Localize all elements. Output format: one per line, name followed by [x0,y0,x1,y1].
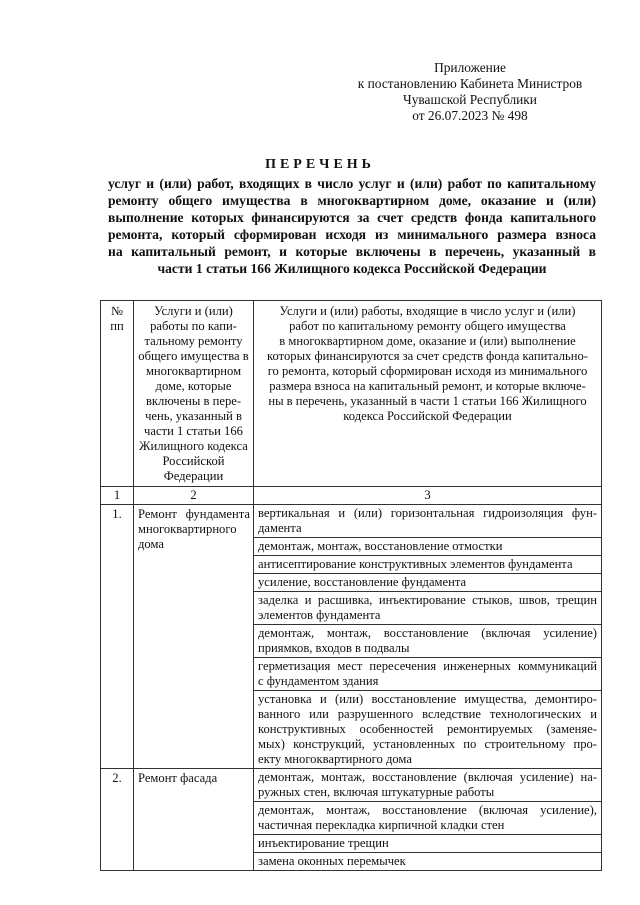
work-item [254,691,602,769]
work-item [254,658,602,691]
service-name [134,505,254,769]
text-line: демонтаж, монтаж, восстановление (включая усиление) на- [258,770,597,784]
text-line: конструктивных особенностей ремонтируемых (заменяе- [258,722,597,736]
document-title: ПЕРЕЧЕНЬ [265,157,375,172]
table-row [101,505,602,538]
work-item [254,625,602,658]
text-line: дома [138,537,164,551]
table-body [101,505,602,871]
text-line: многоквартирного [138,522,237,536]
work-item [254,538,602,556]
row-number: 1. [101,505,134,769]
text-line: замена оконных перемычек [258,854,406,868]
text-line: демонтаж, монтаж, восстановление отмостки [258,539,503,553]
text-line: антисептирование конструктивных элементов фундамента [258,557,573,571]
text-line: с фундаментом здания [258,674,379,688]
text-line: включены в пере- [145,394,242,408]
work-item [254,556,602,574]
header-works [254,301,602,487]
header-line: № [110,304,124,318]
text-line: многоквартирном [145,364,242,378]
column-number-row [101,487,602,505]
subtitle-line: выполнение которых финансируются за счет средств фонда капитального [108,210,596,225]
subtitle-line: ремонта, который сформирован исходя из минимального размера взноса [108,227,596,242]
column-number: 3 [254,487,602,505]
text-line: Ремонт фундамента [138,507,250,521]
text-line: которых финансируются за счет средств фонда капитально- [267,349,588,363]
work-item [254,802,602,835]
text-line: Ремонт фасада [138,771,218,785]
work-item [254,853,602,871]
text-line: заделка и расшивка, инъектирование стыков, швов, трещин [258,593,597,607]
text-line: работ по капитальному ремонту общего имущества [289,319,566,333]
text-line: демонтаж, монтаж, восстановление (включая усиление), [258,803,597,817]
text-line: ружных стен, включая штукатурные работы [258,785,495,799]
text-line: установка и (или) восстановление имущества, демонтиро- [258,692,597,706]
text-line: герметизация мест пересечения инженерных коммуникаций [258,659,597,673]
header-services [134,301,254,487]
text-line: инъектирование трещин [258,836,389,850]
appendix-line: к постановлению Кабинета Министров [357,76,583,91]
text-line: Российской [162,454,225,468]
text-line: частичная перекладка кирпичной кладки стен [258,818,505,832]
work-item [254,574,602,592]
text-line: Федерации [163,469,224,483]
row-number: 2. [101,769,134,871]
text-line: Услуги и (или) работы, входящие в число услуг и (или) [279,304,576,318]
work-item [254,592,602,625]
subtitle-line: части 1 статьи 166 Жилищного кодекса Российской Федерации [157,261,547,276]
text-line: чень, указанный в [145,409,242,423]
text-line: части 1 статьи 166 [144,424,243,438]
text-line: элементов фундамента [258,608,381,622]
subtitle-line: услуг и (или) работ, входящих в число услуг и (или) работ по капитальному [108,176,596,191]
column-number: 2 [134,487,254,505]
text-line: го ремонта, который сформирован исходя из минимального [267,364,588,378]
text-line: общего имущества в [138,349,249,363]
text-line: демонтаж, монтаж, восстановление (включая усиление) [258,626,597,640]
table-header-row [101,301,602,487]
text-line: тальному ремонту [144,334,243,348]
text-line: кодекса Российской Федерации [343,409,512,423]
text-line: Жилищного кодекса [139,439,248,453]
text-line: Услуги и (или) [154,304,233,318]
text-line: в многоквартирном доме, оказание и (или) выполнение [279,334,576,348]
work-item [254,505,602,538]
document-subtitle [108,175,596,277]
text-line: усиление, восстановление фундамента [258,575,467,589]
service-name [134,769,254,871]
text-line: ванного или разрушенного вследствие технологических и [258,707,597,721]
text-line: доме, которые [155,379,232,393]
table-row [101,769,602,802]
works-table [100,300,602,871]
subtitle-line: ремонту общего имущества в многоквартирном доме, оказание и (или) [108,193,596,208]
column-number: 1 [101,487,134,505]
work-item [254,769,602,802]
header-number [101,301,134,487]
appendix-block [330,60,610,124]
appendix-line: от 26.07.2023 № 498 [412,108,528,123]
text-line: приямков, входов в подвалы [258,641,410,655]
appendix-line: Приложение [434,60,506,75]
text-line: работы по капи- [150,319,237,333]
text-line: екту многоквартирного дома [258,752,412,766]
subtitle-line: на капитальный ремонт, и которые включены в перечень, указанный в [108,244,596,259]
work-item [254,835,602,853]
text-line: ны в перечень, указанный в части 1 статьи 166 Жилищного [268,394,587,408]
appendix-line: Чувашской Республики [403,92,537,107]
text-line: дамента [258,521,302,535]
text-line: вертикальная и (или) горизонтальная гидроизоляция фун- [258,506,597,520]
text-line: мых) конструкций, установленных по строительному про- [258,737,597,751]
header-line: пп [110,319,124,333]
text-line: размера взноса на капитальный ремонт, и которые включе- [269,379,586,393]
